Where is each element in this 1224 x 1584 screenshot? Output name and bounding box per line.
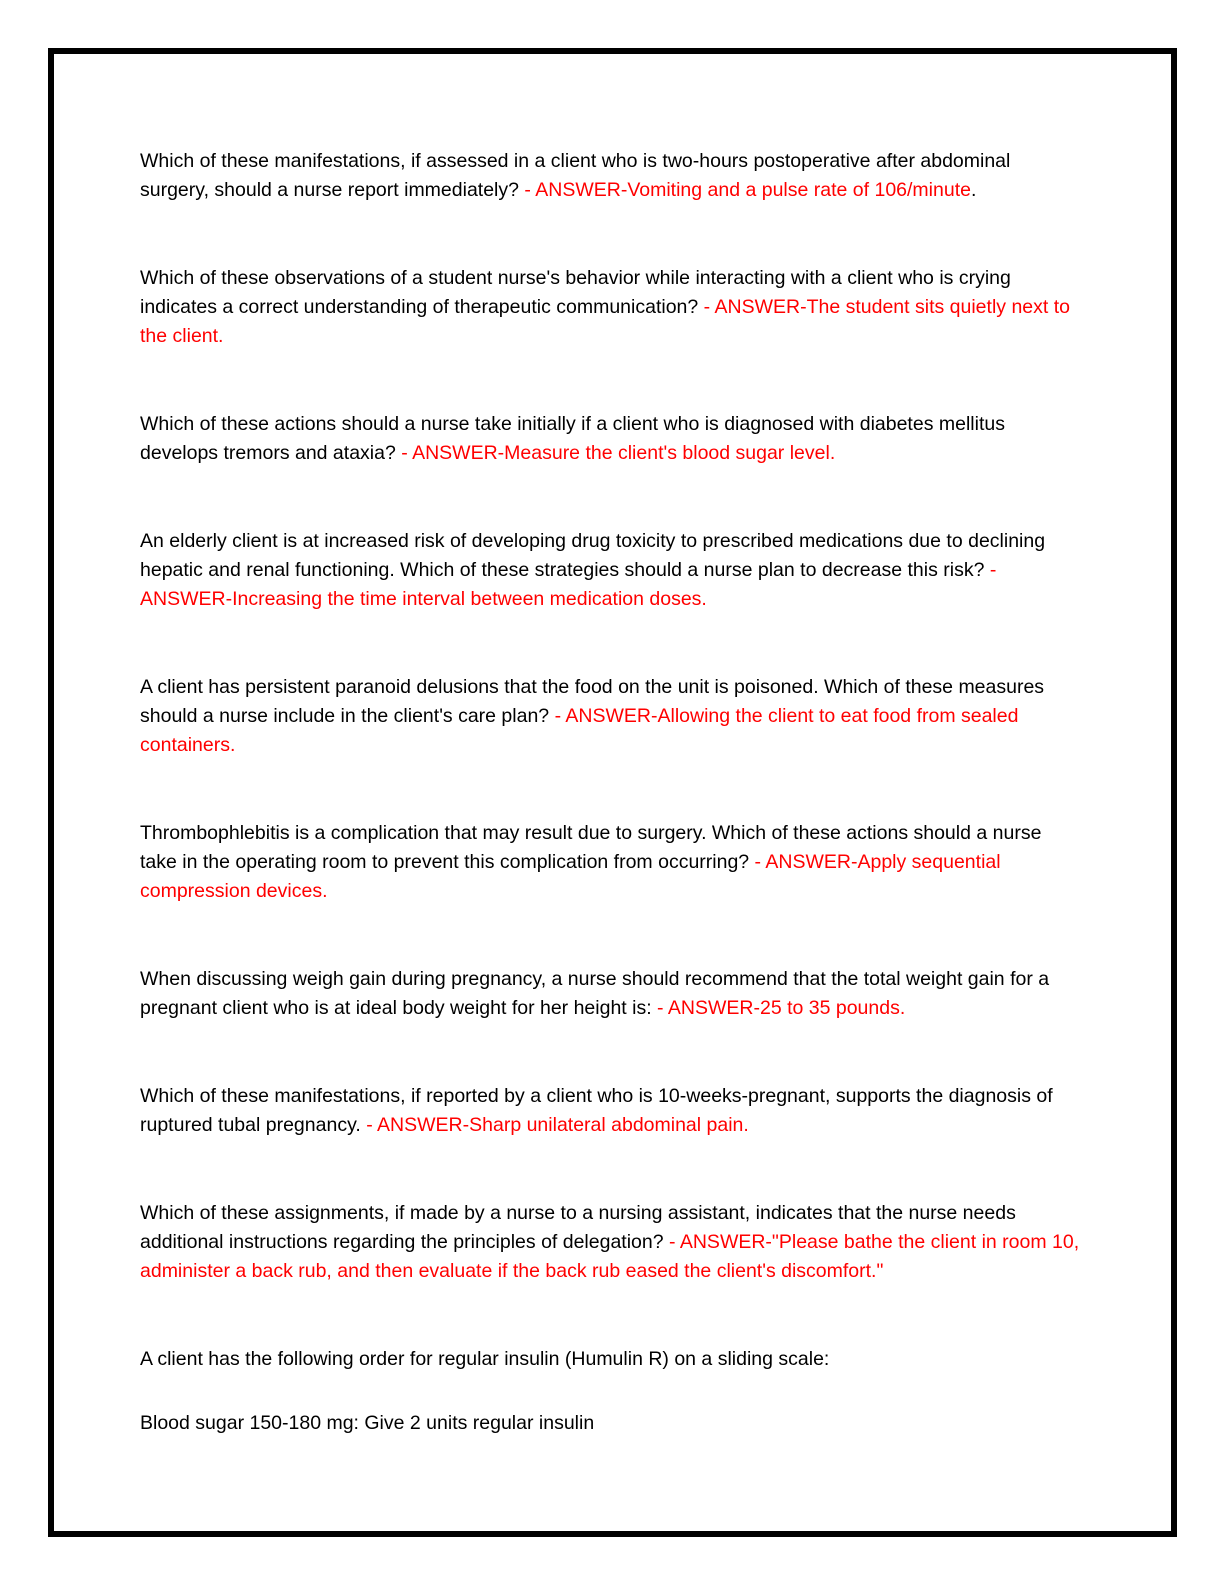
question-text: . [970, 179, 977, 201]
document-body [140, 147, 1081, 1438]
question-text: Which of these manifestations, if reported by a client who is 10-weeks-pregnant, supports the diagnosis of ruptured tubal pregnancy. [140, 1085, 1053, 1136]
question-text: Which of these assignments, if made by a nurse to a nursing assistant, indicates that the nurse needs additional instructions regarding the principles of delegation? [140, 1202, 1016, 1253]
question-text: Thrombophlebitis is a complication that may result due to surgery. Which of these actions should a nurse take in the operating room to prevent this complication from occurring? [140, 822, 1042, 873]
qa-item-9 [140, 1199, 1081, 1286]
question-text: Which of these manifestations, if assessed in a client who is two-hours postoperative after abdominal surgery, should a nurse report immediately? [140, 150, 1011, 201]
answer-text: - ANSWER-The student sits quietly next to the client. [140, 296, 1070, 347]
insulin-order-intro [140, 1345, 1081, 1374]
question-text: Blood sugar 150-180 mg: Give 2 units regular insulin [140, 1412, 595, 1434]
qa-item-5 [140, 673, 1081, 760]
answer-text: - ANSWER-"Please bathe the client in room 10, administer a back rub, and then evaluate if the back rub eased the client's discomfort." [140, 1231, 1080, 1282]
question-text: A client has the following order for regular insulin (Humulin R) on a sliding scale: [140, 1348, 830, 1370]
answer-text: - ANSWER-Allowing the client to eat food from sealed containers. [140, 705, 1019, 756]
qa-item-8 [140, 1082, 1081, 1140]
answer-text: - ANSWER-Increasing the time interval between medication doses. [140, 559, 997, 610]
question-text: When discussing weigh gain during pregnancy, a nurse should recommend that the total weight gain for a pregnant client who is at ideal body weight for her height is: [140, 968, 1050, 1019]
qa-item-6 [140, 819, 1081, 906]
question-text: Which of these observations of a student nurse's behavior while interacting with a client who is crying indicates a correct understanding of therapeutic communication? [140, 267, 1011, 318]
answer-text: - ANSWER-Apply sequential compression devices. [140, 851, 1001, 902]
qa-item-4 [140, 527, 1081, 614]
question-text: A client has persistent paranoid delusions that the food on the unit is poisoned. Which of these measures should a nurse include in the client's care plan? [140, 676, 1045, 727]
answer-text: - ANSWER-Sharp unilateral abdominal pain. [360, 1114, 749, 1136]
question-text: An elderly client is at increased risk of developing drug toxicity to prescribed medications due to declining hepatic and renal functioning. Which of these strategies should a nurse plan to decrease this risk? [140, 530, 1046, 581]
answer-text: - ANSWER-25 to 35 pounds. [651, 997, 906, 1019]
qa-item-3 [140, 410, 1081, 468]
qa-item-1 [140, 147, 1081, 205]
qa-item-2 [140, 264, 1081, 351]
answer-text: - ANSWER-Vomiting and a pulse rate of 106/minute [518, 179, 971, 201]
qa-item-7 [140, 965, 1081, 1023]
answer-text: - ANSWER-Measure the client's blood sugar level. [395, 442, 836, 464]
question-text: Which of these actions should a nurse take initially if a client who is diagnosed with diabetes mellitus develops tremors and ataxia? [140, 413, 1005, 464]
insulin-order-line [140, 1409, 1081, 1438]
